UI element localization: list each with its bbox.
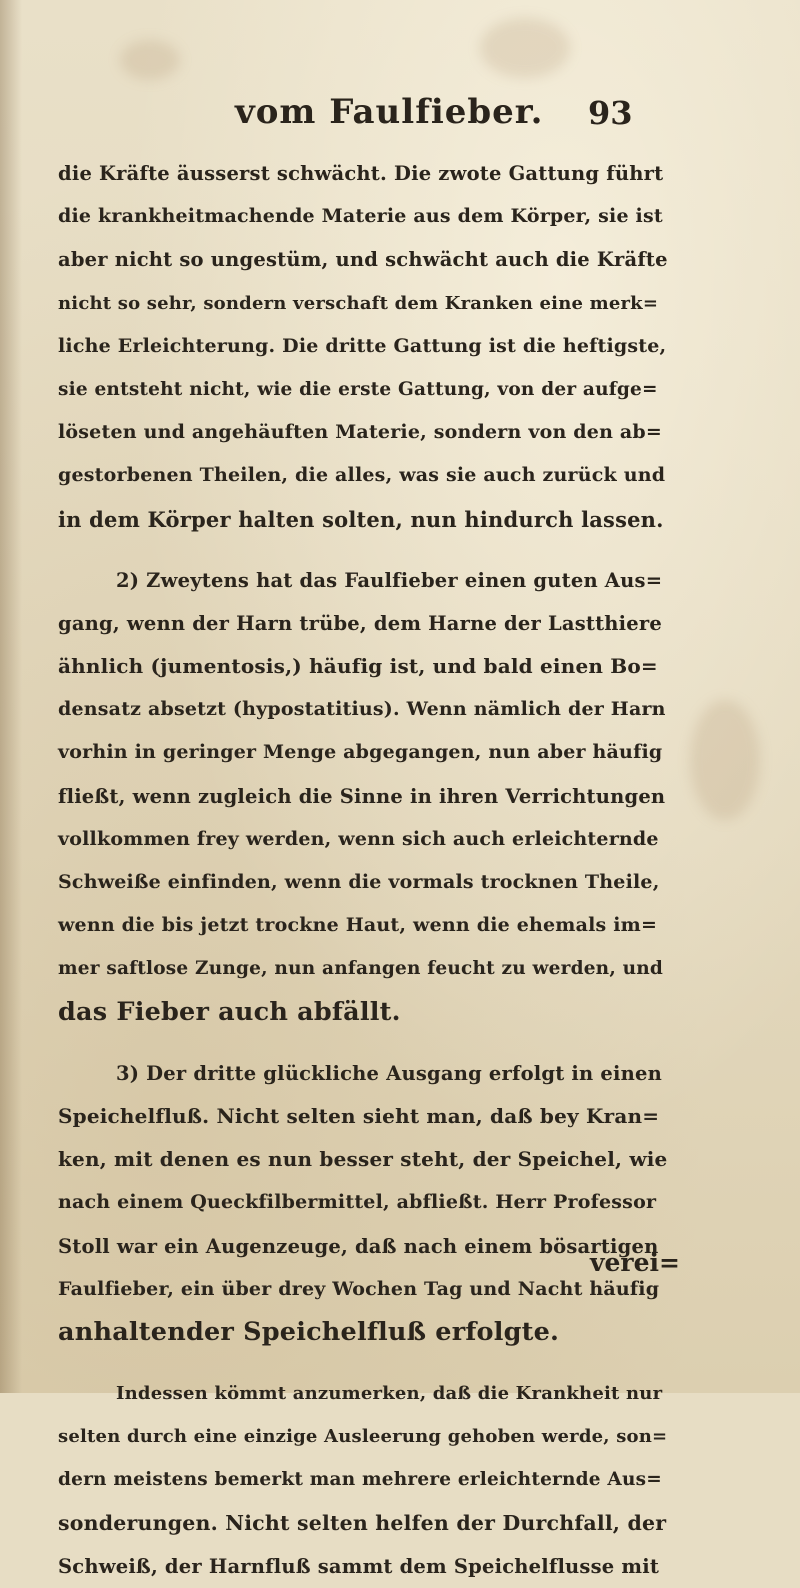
text-line: Speichelfluß. Nicht selten sieht man, daß bey Kran= bbox=[58, 1103, 660, 1128]
text-line: fließt, wenn zugleich die Sinne in ihren Verrichtungen bbox=[58, 784, 666, 808]
paper-stain bbox=[690, 700, 760, 820]
text-line: ähnlich (jumentosis,) häufig ist, und bald einen Bo= bbox=[58, 654, 658, 679]
text-line: liche Erleichterung. Die dritte Gattung ist die heftigste, bbox=[58, 334, 667, 357]
text-line: anhaltender Speichelfluß erfolgte. bbox=[58, 1316, 560, 1347]
text-line: vollkommen frey werden, wenn sich auch erleichternde bbox=[58, 827, 659, 850]
text-line: vorhin in geringer Menge abgegangen, nun aber häufig bbox=[58, 741, 663, 764]
paragraph-2 bbox=[58, 559, 666, 1034]
text-line: densatz absetzt (hypostatitius). Wenn nämlich der Harn bbox=[58, 698, 666, 721]
text-line: löseten und angehäuften Materie, sondern von den ab= bbox=[58, 421, 663, 444]
text-line: ken, mit denen es nun besser steht, der Speichel, wie bbox=[58, 1147, 668, 1172]
text-line: die krankheitmachende Materie aus dem Körper, sie ist bbox=[58, 205, 663, 228]
text-line: Schweiß, der Harnfluß sammt dem Speichelflusse mit bbox=[58, 1554, 660, 1578]
catchword: verei= bbox=[590, 1248, 680, 1277]
text-line: Schweiße einfinden, wenn die vormals trocknen Theile, bbox=[58, 871, 660, 893]
text-line: dern meistens bemerkt man mehrere erleichternde Aus= bbox=[58, 1469, 662, 1491]
text-line: nicht so sehr, sondern verschaft dem Kranken eine merk= bbox=[58, 292, 659, 314]
paper-stain bbox=[480, 18, 570, 78]
text-line: mer saftlose Zunge, nun anfangen feucht zu werden, und bbox=[58, 958, 664, 980]
page-number: 93 bbox=[588, 94, 633, 132]
paper-stain bbox=[120, 40, 180, 80]
page-edge-shadow bbox=[0, 0, 22, 1393]
text-line: in dem Körper halten solten, nun hindurch lassen. bbox=[58, 506, 664, 532]
running-title: vom Faulfieber. bbox=[235, 92, 544, 132]
text-line: gang, wenn der Harn trübe, dem Harne der Lastthiere bbox=[58, 611, 662, 635]
text-line: wenn die bis jetzt trockne Haut, wenn die ehemals im= bbox=[58, 914, 658, 937]
text-line: sie entsteht nicht, wie die erste Gattung, von der aufge= bbox=[58, 378, 658, 400]
text-line: das Fieber auch abfällt. bbox=[58, 996, 401, 1027]
text-line: Indessen kömmt anzumerken, daß die Krankheit nur bbox=[116, 1383, 663, 1405]
catchword-row bbox=[0, 1248, 800, 1292]
text-line: 3) Der dritte glückliche Ausgang erfolgt in einen bbox=[116, 1061, 662, 1085]
paragraph-4 bbox=[58, 1372, 668, 1588]
text-line: gestorbenen Theilen, die alles, was sie auch zurück und bbox=[58, 464, 666, 487]
text-line: aber nicht so ungestüm, und schwächt auch die Kräfte bbox=[58, 248, 668, 272]
text-line: Stoll war ein Augenzeuge, daß nach einem bösartigen bbox=[58, 1234, 659, 1258]
paragraph-3 bbox=[58, 1052, 668, 1354]
paragraph-1 bbox=[58, 152, 668, 541]
body-text bbox=[58, 152, 668, 1588]
text-line: nach einem Queckfilbermittel, abfließt. Herr Professor bbox=[58, 1191, 657, 1214]
text-line: die Kräfte äusserst schwächt. Die zwote Gattung führt bbox=[58, 162, 664, 185]
text-line: Faulfieber, ein über drey Wochen Tag und Nacht häufig bbox=[58, 1277, 660, 1300]
text-line: selten durch eine einzige Ausleerung gehoben werde, son= bbox=[58, 1426, 668, 1448]
page-header bbox=[0, 92, 800, 142]
text-line: 2) Zweytens hat das Faulfieber einen guten Aus= bbox=[116, 568, 663, 592]
text-line: sonderungen. Nicht selten helfen der Durchfall, der bbox=[58, 1510, 667, 1535]
